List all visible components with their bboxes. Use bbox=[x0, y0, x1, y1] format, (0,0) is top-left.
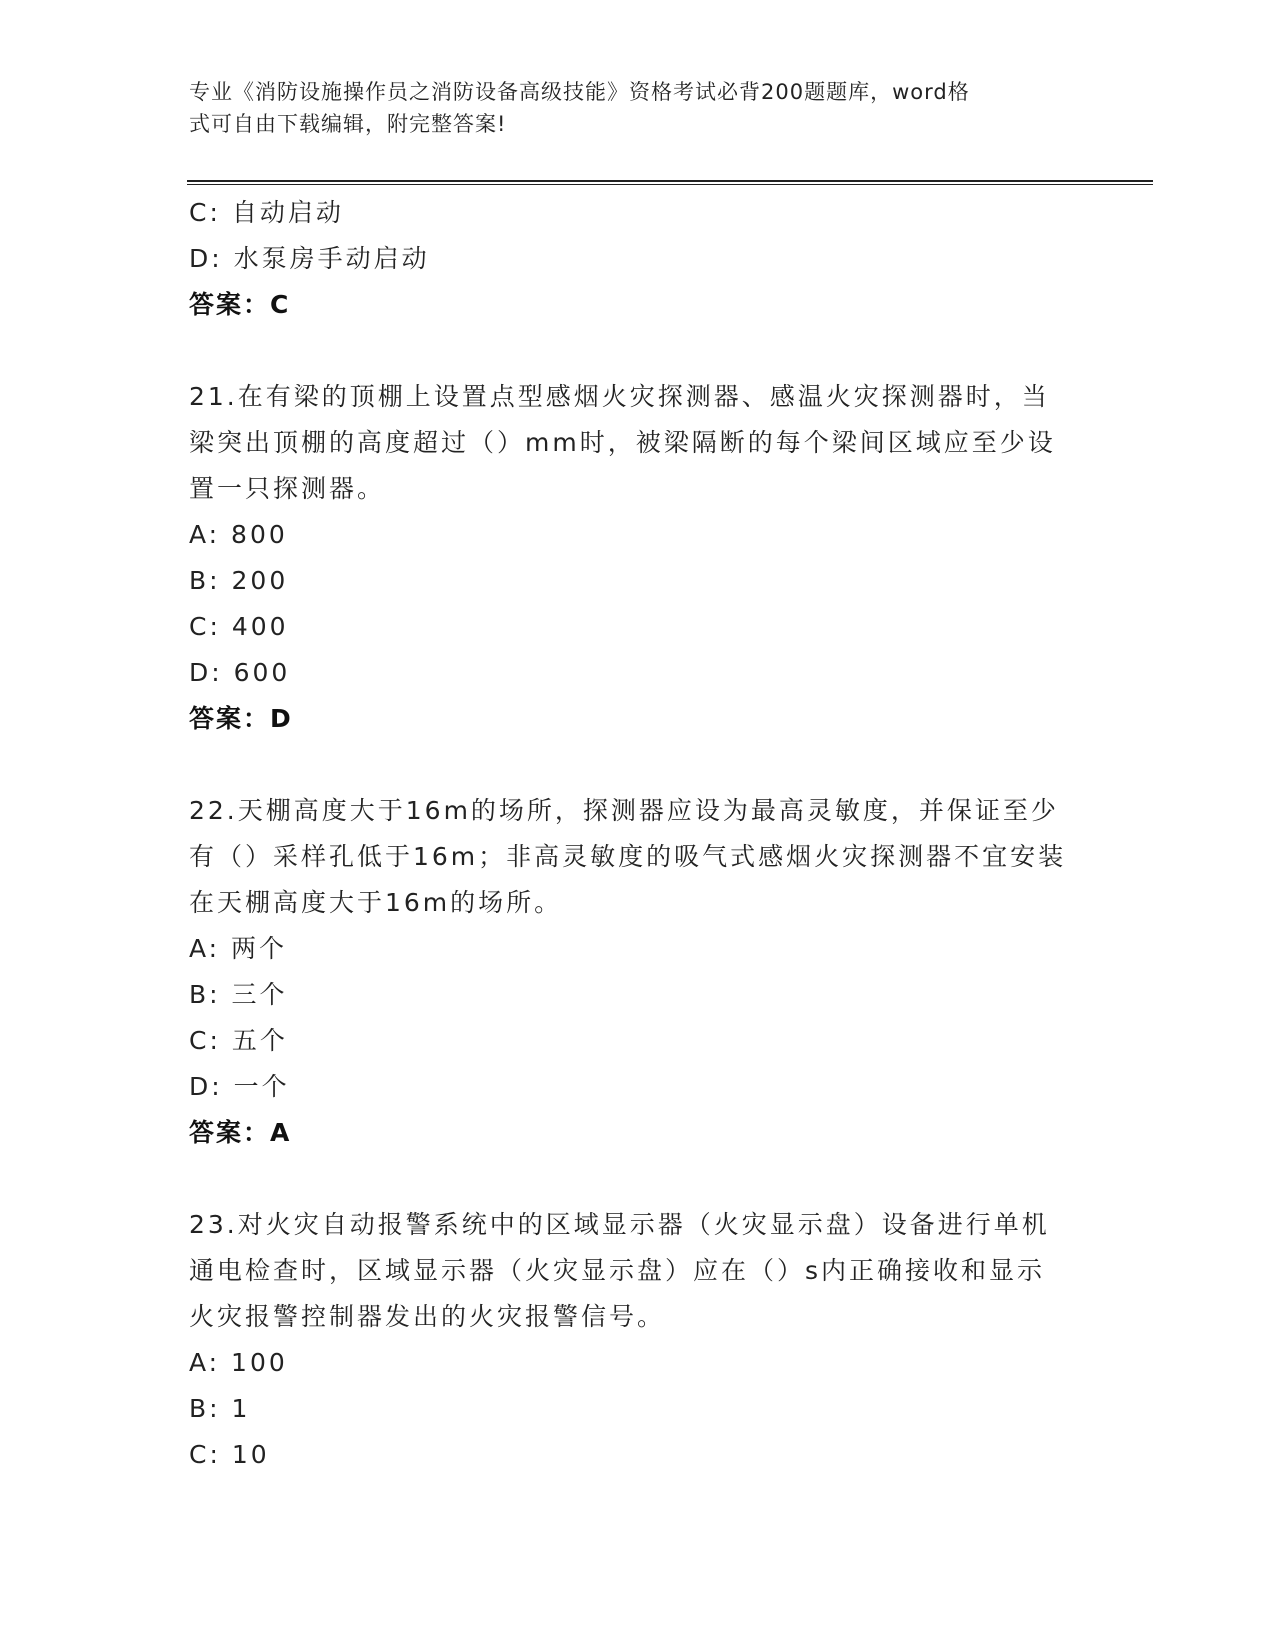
question-text-line: 23.对火灾自动报警系统中的区域显示器（火灾显示盘）设备进行单机 bbox=[189, 1210, 1050, 1239]
option-line: D: 水泵房手动启动 bbox=[189, 244, 430, 273]
question-content bbox=[189, 190, 1089, 1478]
option-line: C: 五个 bbox=[189, 1026, 288, 1055]
question-text-line: 置一只探测器。 bbox=[189, 474, 386, 503]
answer-line: 答案：C bbox=[189, 290, 291, 319]
answer-line: 答案：A bbox=[189, 1118, 292, 1147]
question-text-line: 通电检查时，区域显示器（火灾显示盘）应在（）s内正确接收和显示 bbox=[189, 1256, 1046, 1285]
spacer bbox=[189, 742, 1089, 788]
question-22 bbox=[189, 788, 1089, 1156]
header-line-1: 专业《消防设施操作员之消防设备高级技能》资格考试必背200题题库，word格 bbox=[189, 80, 970, 104]
question-text-line: 有（）采样孔低于16m；非高灵敏度的吸气式感烟火灾探测器不宜安装 bbox=[189, 842, 1067, 871]
option-line: B: 200 bbox=[189, 566, 289, 595]
option-line: A: 两个 bbox=[189, 934, 288, 963]
spacer bbox=[189, 328, 1089, 374]
answer-line: 答案：D bbox=[189, 704, 293, 733]
prev-question-block bbox=[189, 190, 1089, 328]
option-line: A: 800 bbox=[189, 520, 288, 549]
header-line-2: 式可自由下载编辑，附完整答案! bbox=[189, 112, 507, 136]
question-text-line: 22.天棚高度大于16m的场所，探测器应设为最高灵敏度，并保证至少 bbox=[189, 796, 1059, 825]
spacer bbox=[189, 1156, 1089, 1202]
option-line: D: 600 bbox=[189, 658, 291, 687]
option-line: C: 400 bbox=[189, 612, 289, 641]
option-line: A: 100 bbox=[189, 1348, 288, 1377]
option-line: D: 一个 bbox=[189, 1072, 290, 1101]
option-line: C: 10 bbox=[189, 1440, 270, 1469]
question-text-line: 21.在有梁的顶棚上设置点型感烟火灾探测器、感温火灾探测器时，当 bbox=[189, 382, 1050, 411]
question-text-line: 梁突出顶棚的高度超过（）mm时，被梁隔断的每个梁间区域应至少设 bbox=[189, 428, 1056, 457]
option-line: B: 1 bbox=[189, 1394, 251, 1423]
question-text-line: 火灾报警控制器发出的火灾报警信号。 bbox=[189, 1302, 666, 1331]
option-line: B: 三个 bbox=[189, 980, 288, 1009]
question-23 bbox=[189, 1202, 1089, 1478]
header-divider bbox=[187, 180, 1153, 185]
option-line: C: 自动启动 bbox=[189, 198, 344, 227]
question-text-line: 在天棚高度大于16m的场所。 bbox=[189, 888, 563, 917]
question-21 bbox=[189, 374, 1089, 742]
page-header bbox=[189, 76, 1069, 140]
